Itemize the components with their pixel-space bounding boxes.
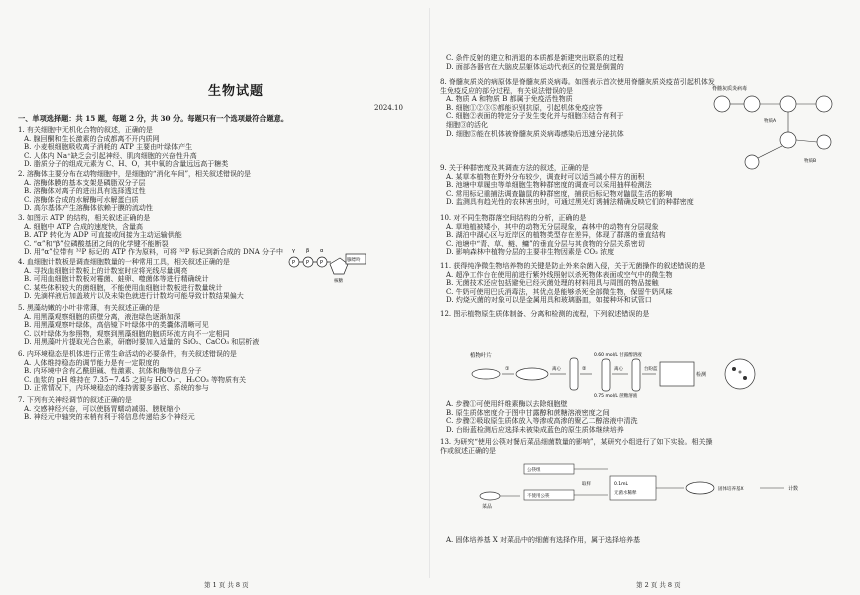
option: D. 细胞⑤能在机体被脊髓灰质炎病毒感染后迅速分泌抗体 [446,129,624,138]
dilution-label: 无菌水稀释 [614,491,637,496]
question-stem: 13. 为研究“使用公筷对餐后菜品细菌数量的影响”，某研究小组进行了如下实验。相关操 [440,438,713,446]
option: D. 台盼蓝检测后应选择未被染成蓝色的原生质体继续培养 [446,425,624,434]
option: D. 用黑藻叶片提取光合色素，研磨时要加入适量的 SiO₂、CaCO₃ 和层析液 [24,338,260,347]
option: D. 灼烧灭菌的对象可以是金属用具和玻璃器皿，如接种环和试管口 [446,296,652,305]
question-12-stem [440,310,649,319]
centrifuge-label: 离心 [552,367,561,372]
option: C. 以叶绿体为参照物，观察到黑藻细胞的胞质环流方向不一定相同 [24,329,230,338]
dish-icon [480,492,500,500]
trypan-blue-label: 台盼蓝 [644,367,658,372]
question-stem: 10. 对不同生物群落空间结构的分析，正确的是 [440,214,587,222]
question-8 [440,78,715,138]
no-chopsticks-label: 不使用公筷 [527,494,550,499]
substance-b-label: 物质B [804,159,817,164]
option: D. 先滴样液后加盖玻片以及未染色就进行计数均可能导致计数结果偏大 [24,292,244,301]
option: D. 脂质分子的组成元素为 C、H、O，其中氧的含量远远高于糖类 [24,160,229,169]
page-footer-left: 第 1 页 共 8 页 [204,581,249,589]
option: D. 影响森林中植物分层的主要非生物因素是 CO₂ 浓度 [446,248,615,257]
option: B. 可用血细胞计数板对霉菌、蛙卵、噬菌体等进行精确统计 [24,275,209,284]
sucrose-label: 0.75 mol/L 蔗糖溶液 [594,394,638,398]
option: B. 小麦根细胞吸收离子消耗的 ATP 主要由叶绿体产生 [24,143,193,152]
option: A. 草地植被矮小，其中的动物无分层现象，森林中的动物有分层现象 [446,222,659,231]
dilution-box [610,476,656,500]
phosphate-label: P [320,260,324,266]
option: 细胞③的活化 [446,120,488,129]
atp-greek-labels [292,248,324,254]
option: A. 人体维持稳态的调节能力是有一定限度的 [24,358,160,367]
immune-response-diagram [708,82,848,177]
option: B. 细胞①②③⑤都能识别抗原，引起机体免疫应答 [446,103,603,112]
option: B. 池塘中草履虫等单细胞生物种群密度的调查可以采用抽样检测法 [446,181,652,190]
option: D. 正常情况下，内环境稳态的维持需要多器官、系统的参与 [24,384,209,393]
option: B. 溶酶体对离子的进出具有选择透过性 [24,187,146,196]
column-divider [429,8,430,578]
option: D. 用“α”位带有 ³²P 标记的 ATP 作为原料，可将 ³²P 标记到新合成的 DNA 分子中 [24,248,283,257]
option: D. 监测具有趋光性的农林害虫时，可通过黑光灯诱捕法精确反映它们的种群密度 [446,198,694,207]
question-10 [440,214,666,257]
cell-7 [745,155,759,169]
option: C. 溶酶体合成的水解酶可水解蛋白质 [24,195,139,204]
question-stem: 6. 内环境稳态是机体进行正常生命活动的必要条件，有关叙述错误的是 [18,350,237,358]
option: D. 面部各器官在大脑皮层躯体运动代表区的位置是倒置的 [446,62,624,71]
protoplast-process-figure [470,350,770,398]
question-stem: 作或叙述正确的是 [440,446,496,455]
greek-alpha: α [320,248,324,254]
greek-beta: β [306,248,310,254]
question-stem: 8. 脊髓灰质炎的病原体是脊髓灰质炎病毒。如图表示首次使用脊髓灰质炎疫苗引起机体发 [440,78,715,86]
question-stem: 4. 血细胞计数板是调查细胞数量的一种常用工具，相关叙述正确的是 [18,258,230,266]
question-4 [18,258,244,301]
option: A. 寻找血细胞计数板上的计数室时应将光线尽量调亮 [24,266,188,275]
question-stem: 5. 黑藻幼嫩的小叶非常薄，有关叙述正确的是 [18,304,160,312]
volume-label: 0.1mL [614,482,629,487]
option: A. 溶酶体膜的基本支架是磷脂双分子层 [24,178,146,187]
option: B. 无菌技术还应包括避免已经灭菌处理的材料用具与周围的物品接触 [446,279,659,288]
substance-a-label: 物质A [764,119,777,124]
option: C. 步骤②吸取原生质体放入等渗或高渗的聚乙二醇溶液中清洗 [446,417,638,426]
sampling-label: 取样 [582,482,591,487]
count-label: 计数 [788,486,799,492]
dish-label: 菜品 [482,504,493,510]
cell-1 [714,96,730,112]
question-7 [18,396,195,422]
page-1 [18,0,428,595]
question-1 [18,126,228,169]
question-13 [440,438,713,455]
option: A. 细胞中 ATP 合成的速度快，含量高 [24,222,144,231]
question-stem: 1. 有关细胞中无机化合物的叙述，正确的是 [18,126,153,134]
option: A. 固体培养基 X 对菜品中的细菌有选择作用，属于选择培养基 [446,536,640,544]
option: C. 细胞②表面的特定分子发生变化并与细胞③结合有利于 [446,112,624,121]
option: C. 池塘中“青、草、鲢、鳙”的垂直分层与其食物的分层关系密切 [446,239,645,248]
greek-gamma: γ [292,248,295,254]
exam-title: 生物试题 [208,84,265,99]
exam-date: 2024.10 [374,104,403,112]
option: A. 用黑藻观察细胞的质壁分离，液泡绿色逐渐加深 [24,312,181,321]
option: B. 神经元中轴突的末梢有利于将信息传递给多个神经元 [24,413,195,422]
tube-2 [602,359,610,391]
question-stem: 2. 溶酶体主要分布在动物细胞中，是细胞的“消化车间”，相关叙述错误的是 [18,170,252,178]
cell-6 [817,135,831,149]
step-2-label: ② [582,366,587,372]
option: C. 某些体积较大的菌细胞，不能使用血细胞计数板进行数量统计 [24,283,223,292]
option: C. “α”和“β”位磷酸基团之间的化学键不能断裂 [24,239,169,248]
atp-structure-figure [286,246,366,286]
enzyme-dish [516,368,548,380]
question-stem: 3. 如图示 ATP 的结构，相关叙述正确的是 [18,214,151,222]
question-stem: 12. 图示植物原生质体制备、分离和检测的流程，下列叙述错误的是 [440,310,650,318]
option: D. 高尔基体产生溶酶体依赖于膜的流动性 [24,204,153,213]
question-5 [18,304,259,347]
chopsticks-experiment-flow [478,458,838,528]
question-6 [18,350,246,393]
plate-icon [686,482,714,494]
question-9 [440,164,694,207]
option: A. 步骤①可使用纤维素酶以去除细胞壁 [446,400,568,408]
chopsticks-group-label: 公筷组 [527,468,541,473]
centrifuge-label-2: 离心 [614,367,623,372]
cell-2 [744,96,760,112]
question-stem: 生免疫反应的部分过程，有关说法错误的是 [440,86,573,95]
option: C. 条件反射的建立和消退的本质都是新建突出联系的过程 [446,54,624,62]
tube-3 [632,359,640,391]
option: A. 物质 A 和物质 B 都属于免疫活性物质 [446,95,573,104]
question-3 [18,214,283,257]
question-13-option-a [446,536,640,545]
page-footer-right: 第 2 页 共 8 页 [636,581,681,589]
cell-5 [780,132,796,148]
phosphate-label: P [306,260,310,266]
virus-label: 脊髓灰质炎病毒 [712,86,748,92]
option: B. ATP 转化为 ADP 可直接或间接为主动运输供能 [24,231,182,240]
question-2 [18,170,251,213]
mannitol-label: 0.60 mol/L 甘露醇溶液 [594,353,642,358]
option: C. 牛奶可使用巴氏消毒法，其优点是能够杀死全部微生物，保留牛奶风味 [446,287,673,296]
question-11 [440,262,705,305]
step-1-label: ① [505,366,510,372]
option: B. 用黑藻观察叶绿体，高倍镜下叶绿体中的类囊体清晰可见 [24,321,209,330]
question-7-continued [446,54,624,71]
leaf-dish [472,369,500,379]
ribose-pentagon [330,258,348,274]
ribose-label: 核糖 [334,279,343,284]
question-stem: 7. 下列有关神经调节的叙述正确的是 [18,396,132,404]
question-12-options [440,400,638,434]
option: B. 原生质体密度介于图中甘露醇和蔗糖溶液密度之间 [446,408,610,417]
leaf-label: 植物叶片 [470,353,493,359]
check-label: 检测 [696,372,707,378]
option: A. 超净工作台在使用前进行紫外线照射以杀死物体表面或空气中的微生物 [446,270,673,279]
microscope-view [725,359,755,389]
phosphate-label: P [292,260,296,266]
cell-4 [816,96,832,112]
medium-x-label: 固体培养基X [718,487,744,492]
option: B. 湖泊中湖心区与近岸区的植物类型存在差异，体现了群落的垂直结构 [446,231,666,240]
option: A. 腺回酮和生长激素的合成都离不开内质网 [24,134,160,143]
section-heading: 一、单项选择题：共 15 题，每题 2 分，共 30 分。每题只有一个选项最符合题意。 [18,114,289,123]
question-stem: 11. 获得纯净微生物培养物的关键是防止外来杂菌入侵，关于无菌操作的叙述错误的是 [440,262,706,270]
adenine-label: 腺嘌呤 [347,258,361,263]
option: C. 血浆的 pH 维持在 7.35~7.45 之间与 HCO₃⁻、H₂CO₃ 等物质有关 [24,375,247,384]
slide [660,362,694,386]
tube-1 [570,358,578,390]
option: C. 常用标记重捕法调查鼬鼠的种群密度，捕获后标记物对鼬鼠生活的影响 [446,189,673,198]
option: C. 人体内 Na⁺缺乏会引起神经、肌肉细胞的兴奋性升高 [24,151,197,160]
option: B. 内环境中含有乙酰胆碱、性激素、抗体和酶等信息分子 [24,367,202,376]
cell-3 [780,96,796,112]
question-stem: 9. 关于种群密度及其调查方法的叙述，正确的是 [440,164,589,172]
option: A. 交感神经兴奋，可以使肠胃蠕动减弱、膀胱缩小 [24,404,181,413]
option: A. 某草本植物在野外分布较少，调查时可以适当减小样方的面积 [446,172,645,181]
